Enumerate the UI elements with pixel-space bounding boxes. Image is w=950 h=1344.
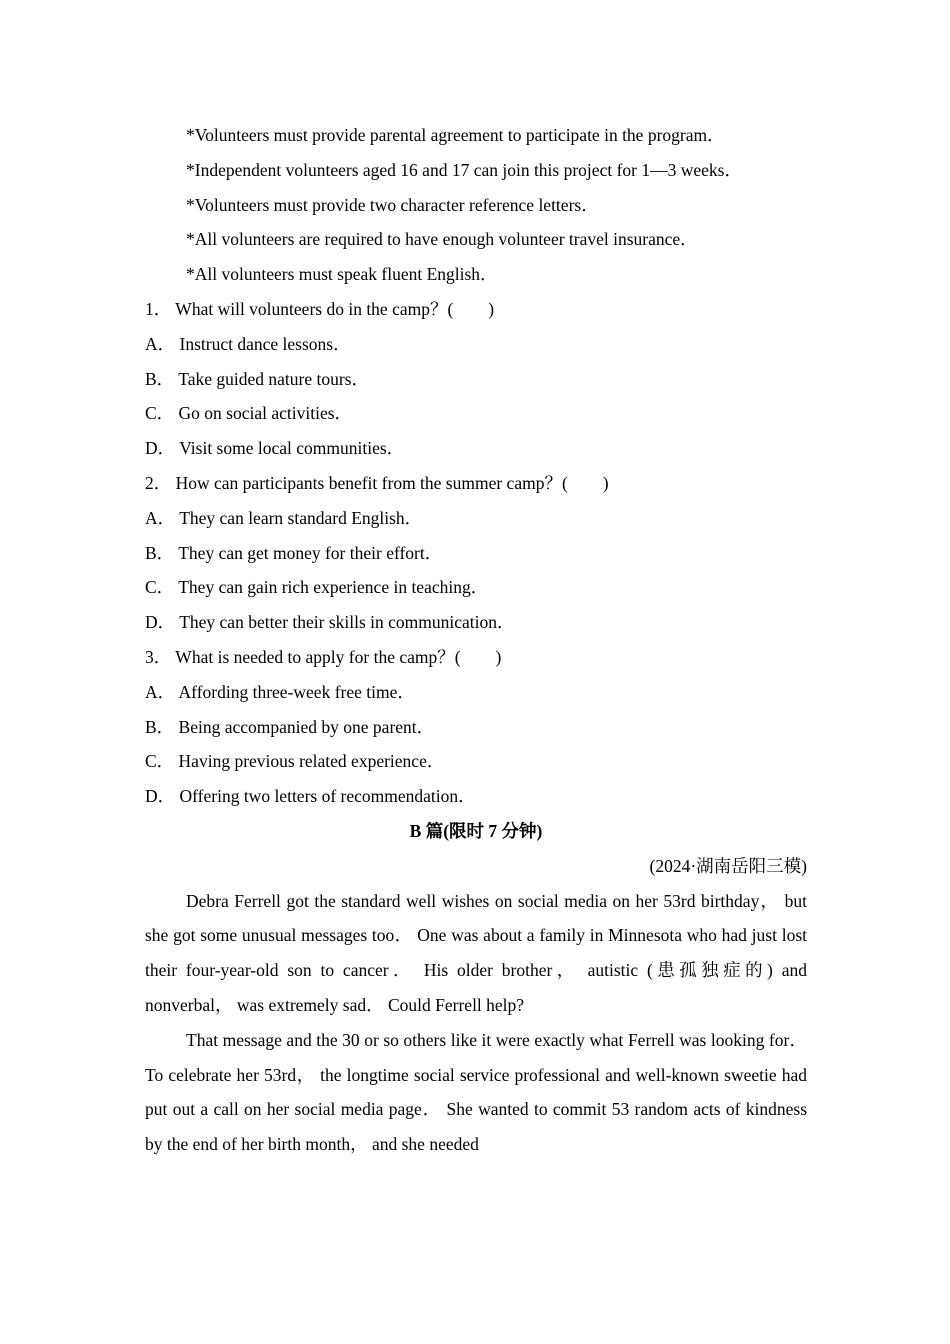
bullet-item: *Independent volunteers aged 16 and 17 can join this project for 1—3 weeks． xyxy=(186,159,742,180)
bullet-item: *Volunteers must provide two character reference letters． xyxy=(186,194,599,215)
question-3-option-b: B． Being accompanied by one parent． xyxy=(145,716,435,737)
question-2-stem: 2． How can participants benefit from the summer camp？( ) xyxy=(145,472,609,493)
question-3-stem: 3． What is needed to apply for the camp？( ) xyxy=(145,646,502,667)
question-2-option-a: A． They can learn standard English． xyxy=(145,507,423,528)
question-2-option-b: B． They can get money for their effort． xyxy=(145,542,443,563)
section-b-heading: B 篇(限时 7 分钟) xyxy=(409,820,543,841)
question-1-option-d: D． Visit some local communities． xyxy=(145,438,405,459)
question-3-option-a: A． Affording three-week free time． xyxy=(145,681,415,702)
question-3-option-c: C． Having previous related experience． xyxy=(145,751,445,772)
bullet-item: *All volunteers are required to have enough volunteer travel insurance． xyxy=(186,229,698,250)
question-2-option-d: D． They can better their skills in communication． xyxy=(145,612,515,633)
paragraph-1: Debra Ferrell got the standard well wishes on social media on her 53rd birthday， but she got some unusual messages too． One was about a family in Minnesota who had just lost their four-year-old son to cancer． His older brother， autistic (患孤独症的) and nonverbal， was extremely sad． Could Ferrell help? xyxy=(145,890,807,1015)
question-2-option-c: C． They can gain rich experience in teaching． xyxy=(145,577,489,598)
bullet-item: *Volunteers must provide parental agreement to participate in the program． xyxy=(186,125,725,145)
question-1-stem: 1． What will volunteers do in the camp？( ) xyxy=(145,298,495,319)
question-1-option-a: A． Instruct dance lessons． xyxy=(145,333,351,354)
question-3-option-d: D． Offering two letters of recommendation． xyxy=(145,786,476,807)
bullet-item: *All volunteers must speak fluent English． xyxy=(186,264,498,285)
paragraph-2: That message and the 30 or so others like it were exactly what Ferrell was looking for． To celebrate her 53rd， the longtime social service professional and well-known sweetie had put out a call on her social media page． She wanted to commit 53 random acts of kindness by the end of her birth month， and she needed xyxy=(145,1029,807,1155)
question-1-option-b: B． Take guided nature tours． xyxy=(145,368,369,389)
source-attribution: (2024·湖南岳阳三模) xyxy=(649,855,807,876)
question-1-option-c: C． Go on social activities． xyxy=(145,403,353,424)
